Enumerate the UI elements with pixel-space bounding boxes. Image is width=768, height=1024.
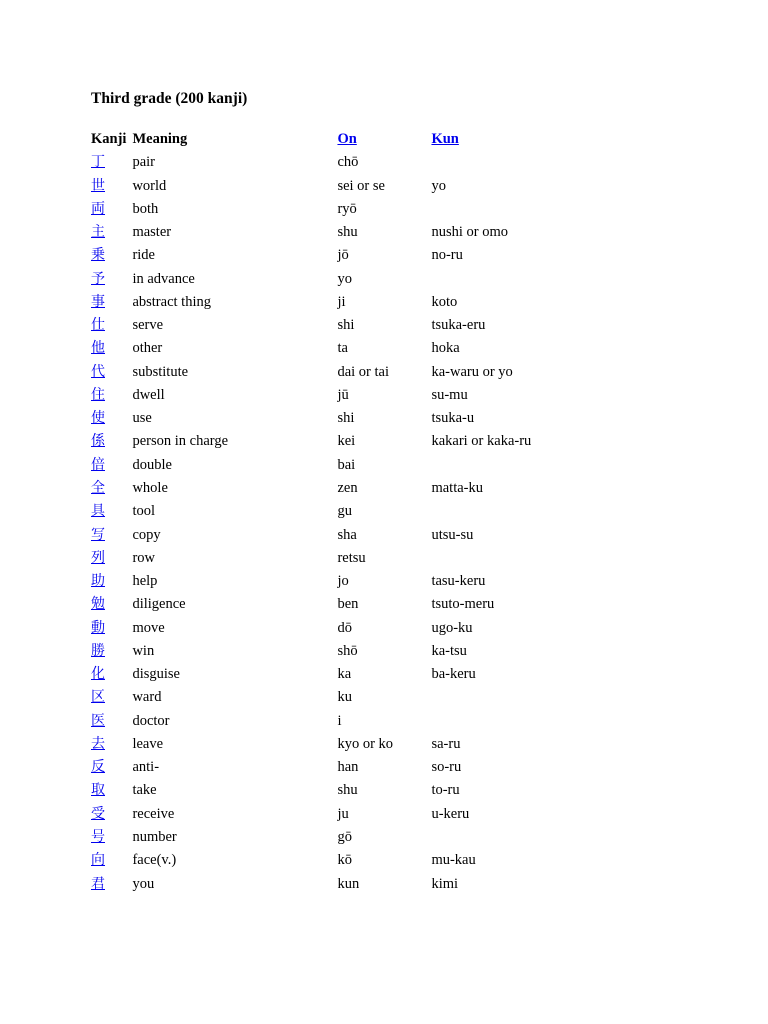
on-reading-cell: sha bbox=[337, 526, 357, 543]
kanji-cell bbox=[88, 198, 129, 221]
meaning-cell: person in charge bbox=[132, 433, 229, 450]
kanji-link[interactable]: 両 bbox=[91, 200, 105, 217]
meaning-cell: world bbox=[132, 177, 167, 194]
meaning-cell: diligence bbox=[132, 596, 186, 613]
on-reading-cell: kei bbox=[337, 433, 356, 450]
table-row bbox=[88, 803, 574, 826]
on-reading-cell: shō bbox=[337, 642, 358, 659]
kanji-link[interactable]: 勝 bbox=[91, 642, 105, 659]
kun-reading-cell: tasu-keru bbox=[431, 573, 486, 590]
table-row bbox=[88, 244, 574, 267]
meaning-cell: tool bbox=[132, 503, 156, 520]
kanji-cell bbox=[88, 873, 129, 896]
meaning-cell: ward bbox=[132, 689, 162, 706]
table-row bbox=[88, 593, 574, 616]
table-row bbox=[88, 663, 574, 686]
kanji-link[interactable]: 君 bbox=[91, 875, 105, 892]
kun-reading-cell: ka-waru or yo bbox=[431, 363, 513, 380]
on-reading-cell: dō bbox=[337, 619, 352, 636]
meaning-cell: double bbox=[132, 456, 172, 473]
meaning-cell: in advance bbox=[132, 270, 195, 287]
meaning-cell: receive bbox=[132, 805, 175, 822]
table-row bbox=[88, 454, 574, 477]
table-row bbox=[88, 361, 574, 384]
kun-reading-cell: su-mu bbox=[431, 386, 468, 403]
kanji-cell bbox=[88, 640, 129, 663]
kun-reading-cell: ugo-ku bbox=[431, 619, 473, 636]
kanji-cell bbox=[88, 849, 129, 872]
kun-reading-cell: sa-ru bbox=[431, 735, 461, 752]
table-row bbox=[88, 384, 574, 407]
kanji-link[interactable]: 勉 bbox=[91, 596, 105, 613]
table-header-row bbox=[88, 128, 574, 151]
meaning-cell: other bbox=[132, 340, 163, 357]
kanji-table bbox=[88, 128, 574, 896]
table-row bbox=[88, 151, 574, 174]
table-row bbox=[88, 221, 574, 244]
on-reading-cell: ben bbox=[337, 596, 359, 613]
on-reading-cell: zen bbox=[337, 479, 358, 496]
kanji-link[interactable]: 世 bbox=[91, 177, 105, 194]
table-row bbox=[88, 547, 574, 570]
kanji-link[interactable]: 乗 bbox=[91, 247, 105, 264]
kanji-cell bbox=[88, 826, 129, 849]
kun-reading-cell: ba-keru bbox=[431, 666, 476, 683]
kanji-cell bbox=[88, 570, 129, 593]
kun-reading-link[interactable]: Kun bbox=[431, 131, 459, 147]
kanji-cell bbox=[88, 524, 129, 547]
meaning-cell: face(v.) bbox=[132, 852, 177, 869]
on-reading-cell: shu bbox=[337, 782, 358, 799]
on-reading-cell: i bbox=[337, 712, 342, 729]
kanji-link[interactable]: 化 bbox=[91, 666, 105, 683]
kanji-cell bbox=[88, 384, 129, 407]
kun-reading-cell: u-keru bbox=[431, 805, 470, 822]
kanji-link[interactable]: 事 bbox=[91, 293, 105, 310]
kanji-link[interactable]: 倍 bbox=[91, 456, 105, 473]
table-row bbox=[88, 640, 574, 663]
kanji-cell bbox=[88, 686, 129, 709]
on-reading-cell: bai bbox=[337, 456, 356, 473]
kun-reading-cell: to-ru bbox=[431, 782, 460, 799]
kanji-cell bbox=[88, 617, 129, 640]
meaning-cell: copy bbox=[132, 526, 161, 543]
kun-reading-cell bbox=[428, 268, 574, 291]
kanji-link[interactable]: 使 bbox=[91, 410, 105, 427]
on-reading-cell: gu bbox=[337, 503, 352, 520]
kanji-link[interactable]: 医 bbox=[91, 712, 105, 729]
kun-reading-cell: utsu-su bbox=[431, 526, 474, 543]
kanji-cell bbox=[88, 337, 129, 360]
table-row bbox=[88, 710, 574, 733]
meaning-cell: help bbox=[132, 573, 158, 590]
kun-reading-cell: kakari or kaka-ru bbox=[431, 433, 532, 450]
meaning-cell: win bbox=[132, 642, 155, 659]
kanji-cell bbox=[88, 500, 129, 523]
kun-reading-cell bbox=[428, 826, 574, 849]
kanji-link[interactable]: 丁 bbox=[91, 154, 105, 171]
kanji-cell bbox=[88, 593, 129, 616]
table-row bbox=[88, 407, 574, 430]
kanji-link[interactable]: 予 bbox=[91, 270, 105, 287]
kanji-link[interactable]: 写 bbox=[91, 526, 105, 543]
kanji-link[interactable]: 受 bbox=[91, 805, 105, 822]
kanji-link[interactable]: 取 bbox=[91, 782, 105, 799]
meaning-cell: abstract thing bbox=[132, 293, 211, 310]
kanji-link[interactable]: 仕 bbox=[91, 317, 105, 334]
kun-reading-cell: tsuka-eru bbox=[431, 317, 486, 334]
kun-reading-cell bbox=[428, 547, 574, 570]
kanji-cell bbox=[88, 663, 129, 686]
table-row bbox=[88, 570, 574, 593]
kanji-cell bbox=[88, 547, 129, 570]
kanji-cell bbox=[88, 779, 129, 802]
page-title: Third grade (200 kanji) bbox=[91, 90, 248, 107]
table-row bbox=[88, 477, 574, 500]
on-reading-cell: ju bbox=[337, 805, 349, 822]
on-reading-cell: kō bbox=[337, 852, 352, 869]
table-row bbox=[88, 849, 574, 872]
meaning-cell: anti- bbox=[132, 759, 160, 776]
kanji-link[interactable]: 反 bbox=[91, 759, 105, 776]
kun-reading-cell bbox=[428, 686, 574, 709]
kanji-cell bbox=[88, 221, 129, 244]
on-reading-cell: gō bbox=[337, 828, 352, 845]
on-reading-cell: shi bbox=[337, 410, 355, 427]
kun-reading-cell: mu-kau bbox=[431, 852, 476, 869]
kun-reading-cell bbox=[428, 198, 574, 221]
kanji-link[interactable]: 助 bbox=[91, 573, 105, 590]
on-reading-cell: dai or tai bbox=[337, 363, 389, 380]
kun-reading-cell: so-ru bbox=[431, 759, 462, 776]
meaning-cell: ride bbox=[132, 247, 155, 264]
meaning-cell: whole bbox=[132, 479, 168, 496]
on-reading-cell: ku bbox=[337, 689, 352, 706]
table-row bbox=[88, 524, 574, 547]
kun-reading-cell: nushi or omo bbox=[431, 224, 508, 241]
kun-reading-cell: koto bbox=[431, 293, 458, 310]
table-row bbox=[88, 430, 574, 453]
kun-reading-cell: no-ru bbox=[431, 247, 463, 264]
kanji-cell bbox=[88, 710, 129, 733]
meaning-cell: move bbox=[132, 619, 165, 636]
kun-reading-cell bbox=[428, 710, 574, 733]
table-row bbox=[88, 314, 574, 337]
on-reading-cell: yo bbox=[337, 270, 352, 287]
table-row bbox=[88, 337, 574, 360]
table-body bbox=[88, 151, 574, 896]
on-reading-cell: shu bbox=[337, 224, 358, 241]
kanji-link[interactable]: 主 bbox=[91, 224, 105, 241]
kanji-cell bbox=[88, 430, 129, 453]
on-reading-cell: shi bbox=[337, 317, 355, 334]
kun-reading-cell bbox=[428, 151, 574, 174]
kanji-link[interactable]: 向 bbox=[91, 852, 105, 869]
header-meaning: Meaning bbox=[132, 131, 188, 147]
kanji-cell bbox=[88, 244, 129, 267]
table-row bbox=[88, 756, 574, 779]
meaning-cell: serve bbox=[132, 317, 164, 334]
kanji-cell bbox=[88, 803, 129, 826]
kanji-link[interactable]: 動 bbox=[91, 619, 105, 636]
on-reading-cell: sei or se bbox=[337, 177, 385, 194]
meaning-cell: pair bbox=[132, 154, 155, 171]
kanji-link[interactable]: 列 bbox=[91, 549, 105, 566]
kun-reading-cell: yo bbox=[431, 177, 446, 194]
on-reading-cell: ji bbox=[337, 293, 346, 310]
meaning-cell: number bbox=[132, 828, 177, 845]
on-reading-cell: jū bbox=[337, 386, 349, 403]
kanji-link[interactable]: 他 bbox=[91, 340, 105, 357]
table-row bbox=[88, 291, 574, 314]
kanji-cell bbox=[88, 314, 129, 337]
table-row bbox=[88, 873, 574, 896]
meaning-cell: master bbox=[132, 224, 172, 241]
kanji-cell bbox=[88, 151, 129, 174]
kanji-link[interactable]: 全 bbox=[91, 479, 105, 496]
on-reading-cell: jo bbox=[337, 573, 349, 590]
on-reading-link[interactable]: On bbox=[337, 131, 357, 147]
table-row bbox=[88, 826, 574, 849]
meaning-cell: use bbox=[132, 410, 152, 427]
kun-reading-cell bbox=[428, 500, 574, 523]
on-reading-cell: chō bbox=[337, 154, 359, 171]
kanji-cell bbox=[88, 756, 129, 779]
on-reading-cell: ka bbox=[337, 666, 352, 683]
table-row bbox=[88, 268, 574, 291]
table-row bbox=[88, 500, 574, 523]
kanji-link[interactable]: 係 bbox=[91, 433, 105, 450]
meaning-cell: leave bbox=[132, 735, 164, 752]
table-row bbox=[88, 686, 574, 709]
kanji-cell bbox=[88, 454, 129, 477]
kun-reading-cell: kimi bbox=[431, 875, 459, 892]
on-reading-cell: ryō bbox=[337, 200, 357, 217]
kanji-cell bbox=[88, 733, 129, 756]
meaning-cell: doctor bbox=[132, 712, 170, 729]
meaning-cell: disguise bbox=[132, 666, 180, 683]
on-reading-cell: ta bbox=[337, 340, 348, 357]
kanji-link[interactable]: 区 bbox=[91, 689, 105, 706]
table-row bbox=[88, 198, 574, 221]
meaning-cell: substitute bbox=[132, 363, 189, 380]
on-reading-cell: kyo or ko bbox=[337, 735, 394, 752]
table-row bbox=[88, 733, 574, 756]
table-row bbox=[88, 175, 574, 198]
meaning-cell: both bbox=[132, 200, 159, 217]
kun-reading-cell: matta-ku bbox=[431, 479, 483, 496]
meaning-cell: you bbox=[132, 875, 155, 892]
kun-reading-cell: hoka bbox=[431, 340, 460, 357]
on-reading-cell: retsu bbox=[337, 549, 366, 566]
kanji-cell bbox=[88, 175, 129, 198]
kun-reading-cell: ka-tsu bbox=[431, 642, 467, 659]
kanji-link[interactable]: 具 bbox=[91, 503, 105, 520]
kanji-link[interactable]: 住 bbox=[91, 386, 105, 403]
kanji-cell bbox=[88, 268, 129, 291]
meaning-cell: take bbox=[132, 782, 157, 799]
header-kun bbox=[428, 128, 574, 151]
kanji-link[interactable]: 号 bbox=[91, 828, 105, 845]
kanji-cell bbox=[88, 477, 129, 500]
kun-reading-cell: tsuto-meru bbox=[431, 596, 495, 613]
on-reading-cell: han bbox=[337, 759, 359, 776]
header-on bbox=[334, 128, 428, 151]
on-reading-cell: kun bbox=[337, 875, 360, 892]
table-row bbox=[88, 779, 574, 802]
meaning-cell: dwell bbox=[132, 386, 165, 403]
on-reading-cell: jō bbox=[337, 247, 349, 264]
header-kanji: Kanji bbox=[91, 131, 127, 147]
meaning-cell: row bbox=[132, 549, 156, 566]
table-row bbox=[88, 617, 574, 640]
kanji-link[interactable]: 代 bbox=[91, 363, 105, 380]
kanji-cell bbox=[88, 361, 129, 384]
kanji-link[interactable]: 去 bbox=[91, 735, 105, 752]
kanji-cell bbox=[88, 407, 129, 430]
kun-reading-cell bbox=[428, 454, 574, 477]
kanji-cell bbox=[88, 291, 129, 314]
kun-reading-cell: tsuka-u bbox=[431, 410, 475, 427]
